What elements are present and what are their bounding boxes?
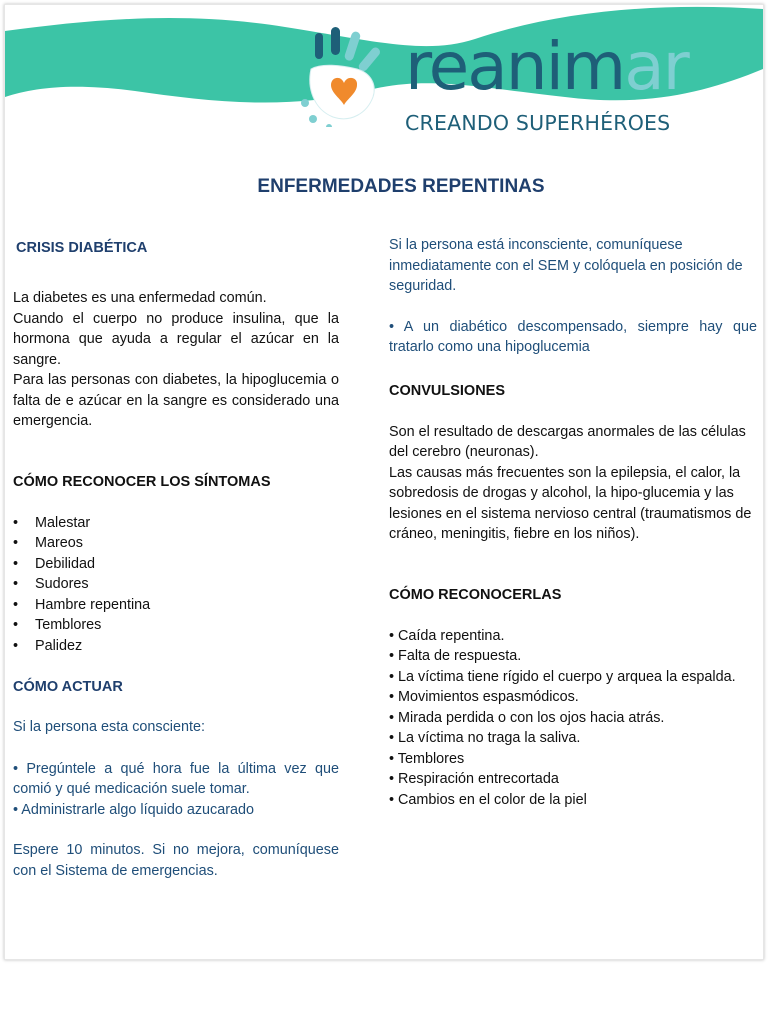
document-title: ENFERMEDADES REPENTINAS <box>257 176 545 197</box>
list-item: • Caída repentina. <box>389 627 505 644</box>
document-page <box>4 4 764 960</box>
list-item: • Sudores <box>13 576 89 592</box>
hand-heart-logo-icon <box>301 27 401 127</box>
list-item: • Hambre repentina <box>13 596 151 613</box>
signs-list <box>389 626 757 811</box>
brand-name-part2: ar <box>624 28 688 105</box>
decompensated-text: • A un diabético descompensado, siempre hay que tratarlo como una hipoglucemia <box>389 318 757 355</box>
crisis-title: CRISIS DIABÉTICA <box>16 240 148 256</box>
right-column <box>389 235 757 810</box>
convulsions-line-2: Las causas más frecuentes son la epilepsia, el calor, la sobredosis de drogas y alcohol, la hipo-glucemia y las lesiones en el sistema nervioso central (traumatismos de cráneo, meningitis, fiebre en los niños). <box>389 464 752 542</box>
list-item: • Temblores <box>13 617 102 633</box>
brand-name-part1: reanim <box>405 28 625 105</box>
list-item: • La víctima no traga la saliva. <box>389 730 581 746</box>
list-item: • Respiración entrecortada <box>389 771 559 787</box>
intro-line-1: La diabetes es una enfermedad común. <box>13 290 267 306</box>
unconscious-text: Si la persona está inconsciente, comuníquese inmediatamente con el SEM y colóquela en posición de seguridad. <box>389 237 743 294</box>
list-item: • Mirada perdida o con los ojos hacia atrás. <box>389 709 665 726</box>
wait-text: Espere 10 minutos. Si no mejora, comuníquese con el Sistema de emergencias. <box>13 842 339 879</box>
list-item: • Palidez <box>13 637 83 654</box>
list-item: • Mareos <box>13 535 83 551</box>
list-item: • Movimientos espasmódicos. <box>389 689 579 705</box>
list-item: • Falta de respuesta. <box>389 648 522 664</box>
left-column <box>13 238 339 881</box>
list-item: • Debilidad <box>13 555 96 572</box>
list-item: • Cambios en el color de la piel <box>389 791 587 808</box>
intro-line-2: Cuando el cuerpo no produce insulina, que la hormona que ayuda a regular el azúcar en la sangre. <box>13 310 339 368</box>
recognize-title: CÓMO RECONOCERLAS <box>389 586 562 603</box>
brand-wordmark <box>405 29 688 105</box>
intro-line-3: Para las personas con diabetes, la hipoglucemia o falta de e azúcar en la sangre es considerado una emergencia. <box>13 372 339 429</box>
conscious-intro: Si la persona esta consciente: <box>13 719 205 735</box>
list-item: • Malestar <box>13 514 91 531</box>
convulsions-title: CONVULSIONES <box>389 382 506 399</box>
action-item-1: • Pregúntele a qué hora fue la última vez que comió y qué medicación suele tomar. <box>13 760 339 797</box>
list-item: • Temblores <box>389 750 465 767</box>
list-item: • La víctima tiene rígido el cuerpo y arquea la espalda. <box>389 668 736 685</box>
action-item-2: • Administrarle algo líquido azucarado <box>13 801 255 818</box>
symptoms-list <box>13 513 339 657</box>
symptoms-title: CÓMO RECONOCER LOS SÍNTOMAS <box>13 473 271 490</box>
convulsions-line-1: Son el resultado de descargas anormales de las células del cerebro (neuronas). <box>389 423 746 460</box>
action-title: CÓMO ACTUAR <box>13 679 123 695</box>
brand-tagline: CREANDO SUPERHÉROES <box>405 111 671 135</box>
